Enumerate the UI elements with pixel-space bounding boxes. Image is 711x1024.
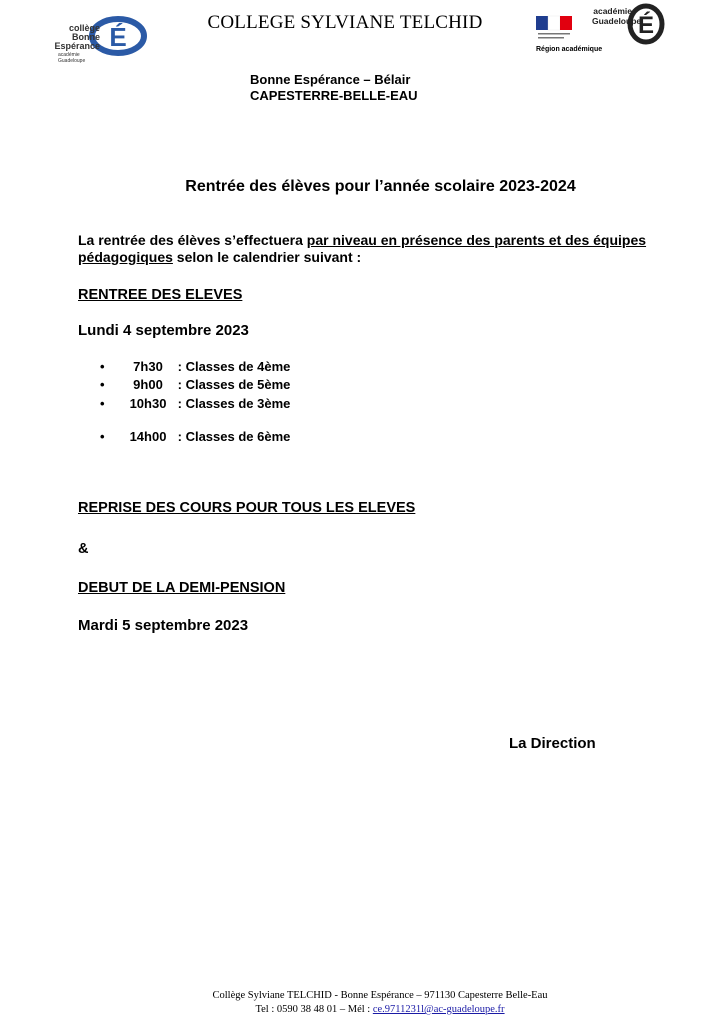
intro-underlined: par niveau en présence des parents et des équipes pédagogiques (78, 232, 647, 265)
bullet-icon: • (100, 396, 105, 411)
academie-line2: Guadeloupe (592, 16, 642, 26)
schedule-item (100, 359, 290, 374)
college-logo (38, 4, 150, 66)
svg-text:É: É (637, 12, 655, 39)
schedule-label: : Classes de 3ème (177, 396, 291, 411)
academic-region-logo (530, 2, 670, 62)
schedule-item (100, 429, 290, 444)
schedule-label: : Classes de 5ème (177, 377, 291, 392)
schedule-time: 14h00 (129, 429, 167, 444)
footer-address: Collège Sylviane TELCHID - Bonne Espérance – 971130 Capesterre Belle-Eau (212, 990, 548, 1001)
reprise-date: Mardi 5 septembre 2023 (78, 617, 249, 634)
document-heading (0, 178, 711, 196)
intro-paragraph (78, 232, 678, 266)
heading-text: Rentrée des élèves pour l’année scolaire 2023-2024 (185, 178, 576, 195)
section-demi-pension-title: DEBUT DE LA DEMI-PENSION (78, 580, 286, 596)
schedule-label: : Classes de 6ème (177, 429, 291, 444)
section-rentree-title: RENTREE DES ELEVES (78, 287, 243, 303)
intro-part2: selon le calendrier suivant : (172, 249, 362, 265)
footer-contact (0, 1004, 711, 1015)
logo-text-line2: Bonne (72, 32, 100, 42)
address-line1: Bonne Espérance – Bélair (250, 72, 411, 87)
academie-text (592, 6, 642, 26)
section-reprise-title: REPRISE DES COURS POUR TOUS LES ELEVES (78, 500, 416, 516)
ampersand: & (78, 541, 89, 557)
bullet-icon: • (100, 359, 105, 374)
schedule-time: 7h30 (133, 359, 163, 374)
schedule-time: 10h30 (129, 396, 167, 411)
logo-text-line1: collège (68, 23, 100, 33)
logo-sub-line1: académie (58, 52, 80, 58)
region-label: Région académique (536, 46, 603, 53)
intro-part1: La rentrée des élèves s’effectuera (78, 232, 307, 248)
rentree-date: Lundi 4 septembre 2023 (78, 322, 249, 339)
schedule-time: 9h00 (133, 377, 163, 392)
schedule-label: : Classes de 4ème (177, 359, 291, 374)
college-title: COLLEGE SYLVIANE TELCHID (207, 12, 483, 33)
bullet-icon: • (100, 377, 105, 392)
svg-text:É: É (109, 22, 127, 52)
address-line2: CAPESTERRE-BELLE-EAU (250, 88, 418, 103)
signature: La Direction (509, 735, 596, 752)
bullet-icon: • (100, 429, 105, 444)
footer-phone: Tel : 0590 38 48 01 – Mél : (255, 1004, 373, 1015)
schedule-item (100, 396, 290, 411)
footer-email-link[interactable]: ce.9711231l@ac-guadeloupe.fr (372, 1004, 505, 1015)
logo-sub-line2: Guadeloupe (58, 58, 86, 64)
schedule-item (100, 377, 290, 392)
academie-line1: académie (593, 6, 632, 16)
logo-text-line3: Espérance (54, 41, 100, 51)
